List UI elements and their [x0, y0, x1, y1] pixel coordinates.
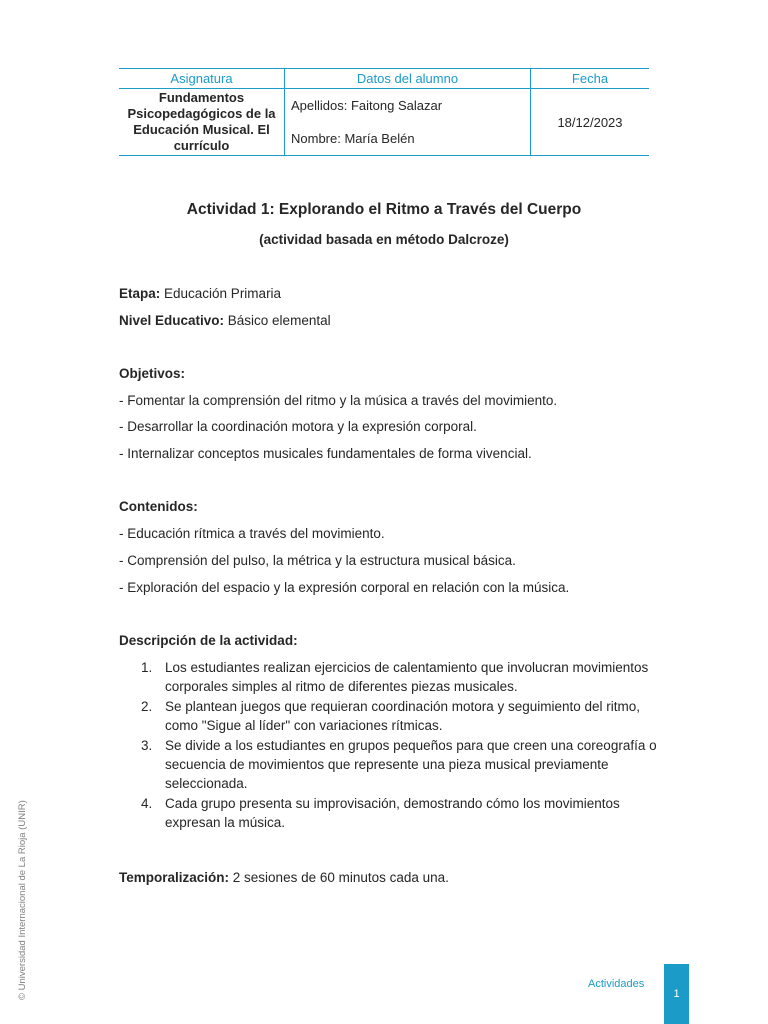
- header-col-subject: Asignatura: [119, 69, 285, 89]
- descripcion-heading: Descripción de la actividad:: [119, 633, 298, 648]
- contenido-item: - Educación rítmica a través del movimiento.: [119, 526, 385, 541]
- etapa-line: [119, 286, 281, 301]
- list-item: [119, 794, 659, 833]
- activity-title: Actividad 1: Explorando el Ritmo a Través del Cuerpo: [186, 201, 582, 218]
- descripcion-list: [119, 658, 659, 833]
- contenido-item: - Exploración del espacio y la expresión corporal en relación con la música.: [119, 580, 570, 595]
- temporalizacion-line: [119, 870, 449, 885]
- list-item-number: 3.: [141, 737, 153, 753]
- page-number-badge: [664, 964, 689, 1024]
- list-item: [119, 736, 659, 794]
- student-surnames: Apellidos: Faitong Salazar: [291, 97, 443, 113]
- list-item-text: Se divide a los estudiantes en grupos pequeños para que creen una coreografía o secuencia de movimientos que represente una pieza musical previamente seleccionada.: [165, 737, 657, 792]
- page-number: 1: [673, 988, 680, 1000]
- list-item: [119, 658, 659, 697]
- list-item-number: 2.: [141, 698, 153, 714]
- contenido-item: - Comprensión del pulso, la métrica y la estructura musical básica.: [119, 553, 516, 568]
- header-col-date: Fecha: [531, 69, 650, 89]
- list-item-text: Cada grupo presenta su improvisación, demostrando cómo los movimientos expresan la música.: [165, 795, 620, 831]
- subject-cell: Fundamentos Psicopedagógicos de la Educación Musical. El currículo: [119, 89, 285, 156]
- activity-subtitle: (actividad basada en método Dalcroze): [259, 232, 509, 247]
- objetivos-heading: Objetivos:: [119, 366, 186, 381]
- student-name: Nombre: María Belén: [291, 130, 415, 146]
- objetivo-item: - Internalizar conceptos musicales fundamentales de forma vivencial.: [119, 446, 532, 461]
- nivel-line: [119, 313, 331, 328]
- etapa-label: Etapa:: [119, 286, 161, 301]
- etapa-value: Educación Primaria: [160, 286, 282, 301]
- nivel-value: Básico elemental: [224, 313, 331, 328]
- temporalizacion-value: 2 sesiones de 60 minutos cada una.: [229, 870, 449, 885]
- objetivo-item: - Desarrollar la coordinación motora y la expresión corporal.: [119, 419, 477, 434]
- list-item-number: 4.: [141, 795, 153, 811]
- list-item: [119, 697, 659, 736]
- copyright-side-text: © Universidad Internacional de La Rioja (UNIR): [17, 800, 28, 1000]
- list-item-number: 1.: [141, 660, 153, 675]
- footer-section-label: Actividades: [588, 978, 645, 990]
- temporalizacion-label: Temporalización:: [119, 870, 230, 885]
- header-table: [119, 68, 649, 156]
- nivel-label: Nivel Educativo:: [119, 313, 225, 328]
- student-cell: [285, 89, 531, 156]
- date-cell: 18/12/2023: [531, 89, 650, 156]
- list-item-text: Se plantean juegos que requieran coordinación motora y seguimiento del ritmo, como "Sigue al líder" con variaciones rítmicas.: [165, 698, 641, 734]
- contenidos-heading: Contenidos:: [119, 499, 198, 514]
- list-item-text: Los estudiantes realizan ejercicios de calentamiento que involucran movimientos corporales simples al ritmo de diferentes piezas musicales.: [165, 660, 649, 695]
- objetivo-item: - Fomentar la comprensión del ritmo y la música a través del movimiento.: [119, 393, 558, 408]
- header-col-student: Datos del alumno: [285, 69, 531, 89]
